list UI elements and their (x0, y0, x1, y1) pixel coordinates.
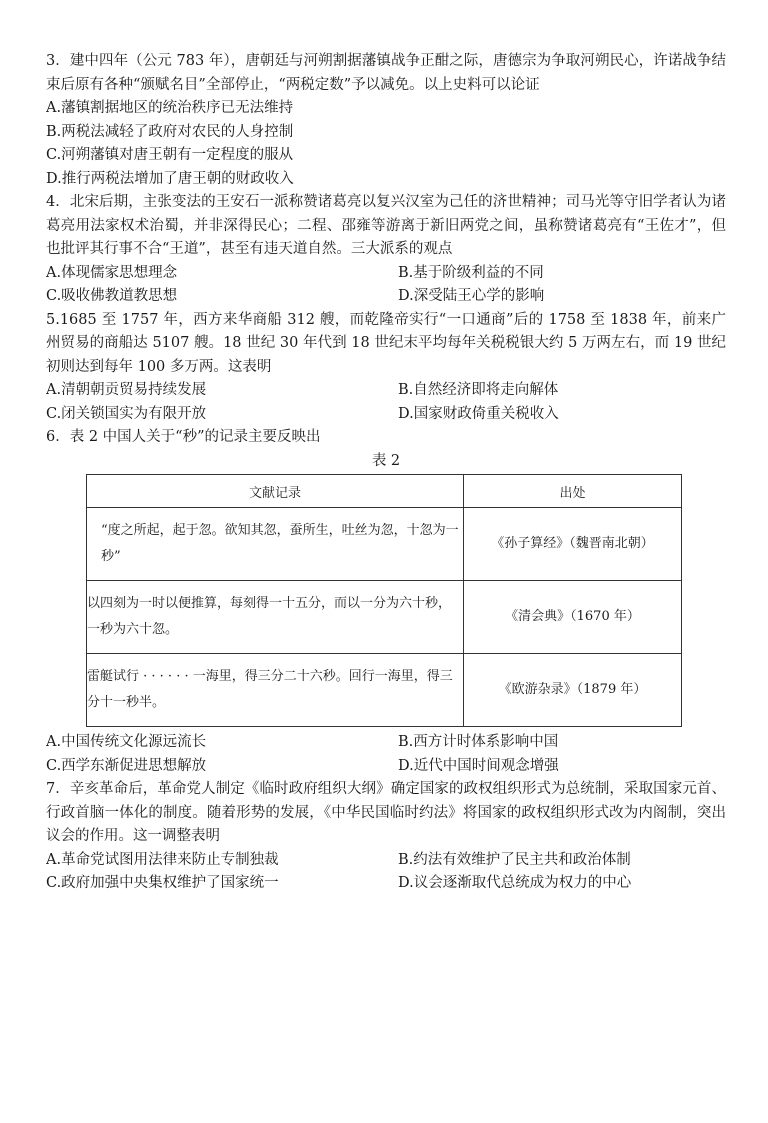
table-row (87, 508, 682, 581)
table-row (87, 581, 682, 654)
option-a: A.清朝朝贡贸易持续发展 (46, 382, 207, 398)
option-b: B.基于阶级利益的不同 (398, 264, 544, 281)
option-a: A.革命党试图用法律来防止专制独裁 (46, 851, 279, 868)
option-c: C.西学东渐促进思想解放 (46, 757, 207, 774)
table-caption: 表 2 (371, 452, 401, 469)
question-5 (46, 309, 726, 427)
option-b: B.自然经济即将走向解体 (398, 382, 559, 398)
header-source: 出处 (464, 475, 682, 508)
table-header-row (87, 475, 682, 508)
option-c: C.政府加强中央集权维护了国家统一 (46, 875, 279, 891)
question-6 (46, 426, 726, 778)
option-d: D.议会逐渐取代总统成为权力的中心 (398, 875, 632, 891)
question-6-options (46, 731, 726, 778)
question-3-stem: 3．建中四年（公元 783 年），唐朝廷与河朔割据藩镇战争正酣之际，唐德宗为争取河朔民心，许诺战争结束后原有各种“颁赋名目”全部停止，“两税定数”予以减免。以上史料可以论证 (46, 53, 726, 93)
question-7-stem: 7．辛亥革命后，革命党人制定《临时政府组织大纲》确定国家的政权组织形式为总统制，采取国家元首、行政首脑一体化的制度。随着形势的发展，《中华民国临时约法》将国家的政权组织形式改为内阁制，突出议会的作用。这一调整表明 (46, 781, 726, 844)
record-cell: “度之所起，起于忽。欲知其忽，蚕所生，吐丝为忽，十忽为一秒” (87, 508, 464, 581)
question-4-options (46, 262, 726, 309)
option-c: C.吸收佛教道教思想 (46, 288, 178, 304)
option-d: D.推行两税法增加了唐王朝的财政收入 (46, 170, 294, 187)
question-3 (46, 50, 726, 191)
question-7 (46, 778, 726, 896)
record-cell: 以四刻为一时以便推算，每刻得一十五分，而以一分为六十秒，一秒为六十忽。 (87, 581, 464, 654)
option-d: D.国家财政倚重关税收入 (398, 405, 559, 422)
option-a: A.体现儒家思想理念 (46, 264, 178, 281)
question-4-stem: 4．北宋后期，主张变法的王安石一派称赞诸葛亮以复兴汉室为己任的济世精神；司马光等守旧学者认为诸葛亮用法家权术治蜀，并非深得民心；二程、邵雍等游离于新旧两党之间，虽称赞诸葛亮有“王佐才”，但也批评其行事不合“王道”，甚至有违天道自然。三大派系的观点 (46, 194, 726, 257)
exam-page (46, 50, 726, 896)
source-cell: 《孙子算经》（魏晋南北朝） (464, 508, 682, 581)
records-table (86, 474, 682, 727)
question-7-options (46, 849, 726, 896)
option-d: D.深受陆王心学的影响 (398, 288, 545, 304)
question-4 (46, 191, 726, 309)
question-3-options (46, 97, 726, 191)
header-record: 文献记录 (87, 475, 464, 508)
source-cell: 《欧游杂录》（1879 年） (464, 654, 682, 727)
question-5-stem: 5.1685 至 1757 年，西方来华商船 312 艘，而乾隆帝实行“一口通商”后的 1758 至 1838 年，前来广州贸易的商船达 5107 艘。18 世纪 30 年代到 18 世纪末平均每年关税税银大约 5 万两左右，而 19 世纪初则达到每年 100 多万两。这表明 (46, 311, 726, 375)
option-c: C.河朔藩镇对唐王朝有一定程度的服从 (46, 147, 294, 163)
option-d: D.近代中国时间观念增强 (398, 757, 559, 774)
record-cell: 雷艇试行 · · · · · · 一海里，得三分二十六秒。回行一海里，得三分十一秒半。 (87, 654, 464, 727)
question-5-options (46, 379, 726, 426)
option-b: B.两税法减轻了政府对农民的人身控制 (46, 123, 294, 140)
option-a: A.中国传统文化源远流长 (46, 734, 207, 750)
option-a: A.藩镇割据地区的统治秩序已无法维持 (46, 100, 294, 116)
table-row (87, 654, 682, 727)
option-c: C.闭关锁国实为有限开放 (46, 405, 207, 422)
option-b: B.约法有效维护了民主共和政治体制 (398, 851, 631, 868)
source-cell: 《清会典》（1670 年） (464, 581, 682, 654)
option-b: B.西方计时体系影响中国 (398, 734, 559, 750)
question-6-stem: 6．表 2 中国人关于“秒”的记录主要反映出 (46, 429, 321, 445)
